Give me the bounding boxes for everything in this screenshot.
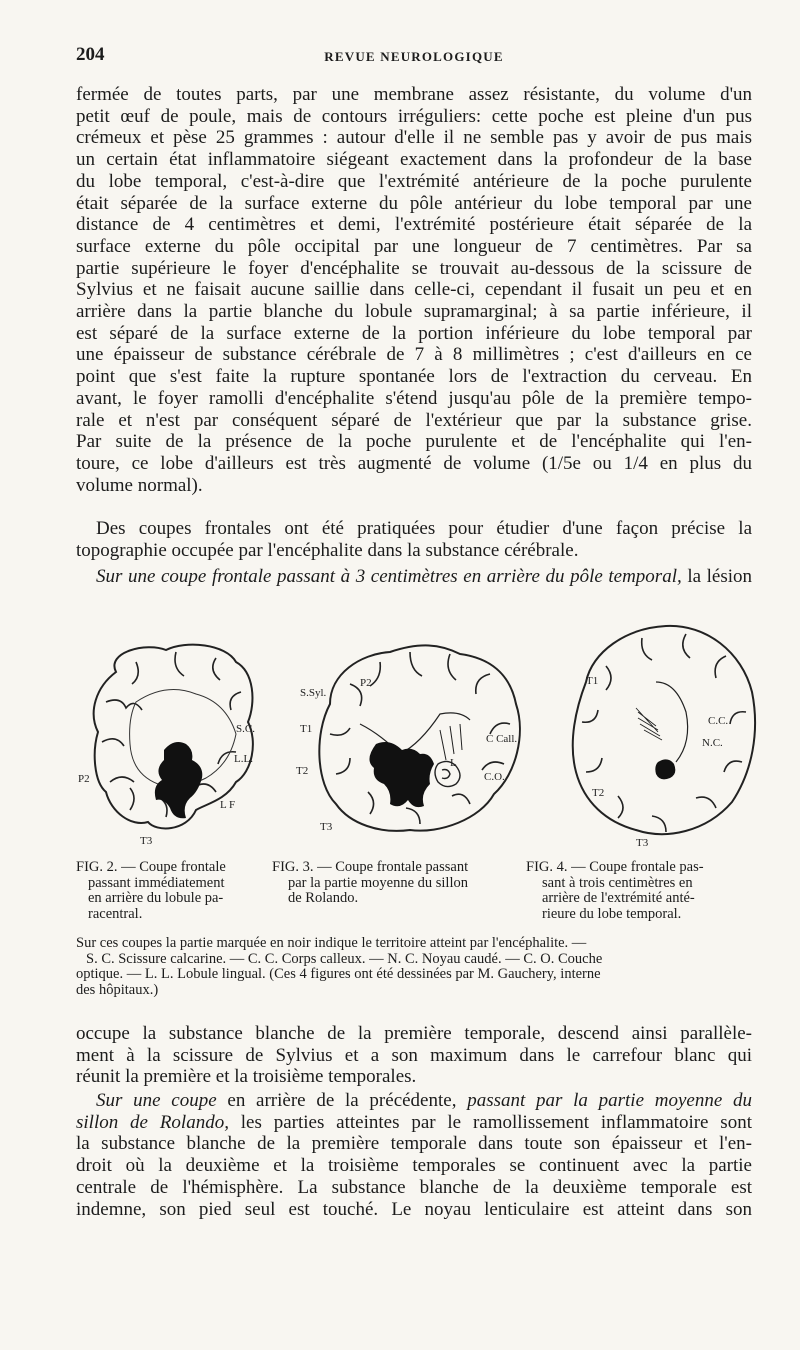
figure-2-caption <box>76 860 226 922</box>
paragraph-2 <box>76 518 752 561</box>
fig4-label-t1: T1 <box>586 675 599 687</box>
note-line: des hôpitaux.) <box>76 981 159 998</box>
caption-line: FIG. 4. — Coupe frontale pas- <box>526 859 704 875</box>
text-line: rale et n'est par conséquent séparé de l'extérieur que par la substance grise. <box>76 409 752 431</box>
text-line: Des coupes frontales ont été pratiquées pour étudier d'une façon précise la <box>96 518 752 539</box>
caption-line: sant à trois centimètres en <box>542 874 693 891</box>
text-line: arrière dans la partie blanche du lobule supramarginal; à sa partie inférieure, il <box>76 301 752 323</box>
brain-section-drawing <box>546 612 766 852</box>
note-line: optique. — L. L. Lobule lingual. (Ces 4 figures ont été dessinées par M. Gauchery, interne <box>76 966 601 982</box>
figure-3-caption <box>272 860 468 907</box>
caption-line: FIG. 3. — Coupe frontale passant <box>272 859 469 875</box>
text-line: occupe la substance blanche de la première temporale, descend ainsi parallèle- <box>76 1023 752 1044</box>
brain-section-drawing <box>290 634 540 844</box>
figure-4-caption <box>526 860 704 922</box>
fig4-label-t2: T2 <box>592 787 605 799</box>
note-line: Sur ces coupes la partie marquée en noir indique le territoire atteint par l'encéphalite. — <box>76 935 587 951</box>
text-line: centrale de l'hémisphère. La substance blanche de la deuxième temporale est <box>76 1176 752 1198</box>
fig2-label-t3: T3 <box>140 835 153 847</box>
figure-4 <box>546 612 766 852</box>
fig3-label-l: L <box>450 757 457 769</box>
fig3-label-p2: P2 <box>360 677 372 689</box>
figure-2 <box>76 632 276 852</box>
fig2-label-p2: P2 <box>78 773 90 785</box>
italic-phrase: Sur une coupe frontale passant à 3 centimètres en arrière du pôle temporal, <box>96 566 682 587</box>
text-line: surface externe du pôle occipital par une longueur de 7 centimètres. Par sa <box>76 235 752 257</box>
caption-line: de Rolando. <box>288 890 359 906</box>
text-line: distance de 4 centimètres et demi, l'extrémité postérieure était séparée de la <box>76 214 752 236</box>
text-line: est séparé de la surface externe de la portion inférieure du lobe temporal par <box>76 322 752 344</box>
text-line <box>76 566 752 588</box>
note-line: S. C. Scissure calcarine. — C. C. Corps calleux. — N. C. Noyau caudé. — C. O. Couche <box>86 950 603 967</box>
paragraph-3 <box>76 566 752 588</box>
text-line: fermée de toutes parts, par une membrane assez résistante, du volume d'un <box>76 84 752 105</box>
text-line: crémeux et pèse 25 grammes : autour d'elle il ne semble pas y avoir de pus mais <box>76 127 752 149</box>
fig3-label-co: C.O. <box>484 771 505 783</box>
figure-legend-note <box>76 936 754 998</box>
text-line: indemne, son pied seul est touché. Le noyau lenticulaire est atteint dans son <box>76 1198 752 1220</box>
paragraph-5 <box>76 1090 752 1220</box>
text-line <box>76 1112 752 1134</box>
text-line: partie supérieure le foyer d'encéphalite se trouvait au-dessous de la scissure de <box>76 257 752 279</box>
text-span: la lésion <box>681 566 752 587</box>
text-line: petit œuf de poule, mais de contours irréguliers: cette poche est pleine d'un pus <box>76 105 752 127</box>
caption-line: en arrière du lobule pa- <box>88 890 224 906</box>
text-line: Sylvius et ne faisait aucune saillie dans celle-ci, cependant il fusait un peu et en <box>76 279 752 301</box>
text-line: réunit la première et la troisième temporales. <box>76 1066 417 1088</box>
text-line: du lobe temporal, c'est-à-dire que l'extrémité antérieure de la poche purulente <box>76 170 752 192</box>
caption-line: racentral. <box>88 905 143 922</box>
text-line: la substance blanche de la première temporale dans toute son épaisseur et l'en- <box>76 1133 752 1155</box>
text-line: une épaisseur de substance cérébrale de 7 à 8 millimètres ; c'est d'ailleurs en ce <box>76 344 752 366</box>
text-line: Par suite de la présence de la poche purulente et de l'encéphalite qui l'en- <box>76 431 752 453</box>
text-line: volume normal). <box>76 474 203 496</box>
text-line <box>76 1090 752 1112</box>
fig4-label-cc: C.C. <box>708 715 729 727</box>
fig3-label-t1: T1 <box>300 723 313 735</box>
caption-line: par la partie moyenne du sillon <box>288 874 468 891</box>
paragraph-4 <box>76 1023 752 1088</box>
paragraph-1 <box>76 84 752 496</box>
fig3-label-t2: T2 <box>296 765 309 777</box>
text-line: un certain état inflammatoire siégeant exactement dans la profondeur de la base <box>76 149 752 171</box>
text-line: était séparée de la surface externe du pôle antérieur du lobe temporal par une <box>76 192 752 214</box>
fig3-label-ssyl: S.Syl. <box>300 687 327 699</box>
fig2-label-lf: L F <box>220 799 236 811</box>
italic-phrase: passant par la partie moyenne du <box>467 1090 752 1111</box>
fig3-label-ccall: C Call. <box>486 733 518 745</box>
figure-3 <box>290 634 540 844</box>
page-number: 204 <box>76 44 105 65</box>
caption-line: arrière de l'extrémité anté- <box>542 890 695 906</box>
page-header <box>76 44 752 68</box>
running-title: REVUE NEUROLOGIQUE <box>324 49 504 64</box>
fig4-label-t3: T3 <box>636 837 649 849</box>
text-line: point que s'est faite la rupture spontanée lors de l'extraction du cerveau. En <box>76 366 752 388</box>
italic-phrase: Sur une coupe <box>96 1090 217 1111</box>
text-line: toure, ce lobe d'ailleurs est très augmenté de volume (1/5e ou 1/4 en plus du <box>76 452 752 474</box>
brain-section-drawing <box>76 632 276 852</box>
text-line: avant, le foyer ramolli d'encéphalite s'étend jusqu'au pôle de la première tempo- <box>76 387 752 409</box>
caption-line: passant immédiatement <box>88 874 225 891</box>
text-span: les parties atteintes par le ramollissement inflammatoire sont <box>228 1111 752 1133</box>
text-line: topographie occupée par l'encéphalite dans la substance cérébrale. <box>76 539 579 561</box>
caption-line: rieure du lobe temporal. <box>542 905 682 922</box>
text-line: ment à la scissure de Sylvius et a son maximum dans le carrefour blanc qui <box>76 1044 752 1066</box>
figure-group <box>76 632 766 928</box>
fig2-label-sc: S.C. <box>236 723 255 735</box>
text-line: droit où la deuxième et la troisième temporales se continuent avec la partie <box>76 1155 752 1177</box>
fig3-label-t3: T3 <box>320 821 333 833</box>
italic-phrase: sillon de Rolando, <box>76 1111 229 1133</box>
fig4-label-nc: N.C. <box>702 737 723 749</box>
fig2-label-ll: L.L. <box>234 753 253 765</box>
caption-line: FIG. 2. — Coupe frontale <box>76 859 226 875</box>
text-span: en arrière de la précédente, <box>216 1090 468 1111</box>
